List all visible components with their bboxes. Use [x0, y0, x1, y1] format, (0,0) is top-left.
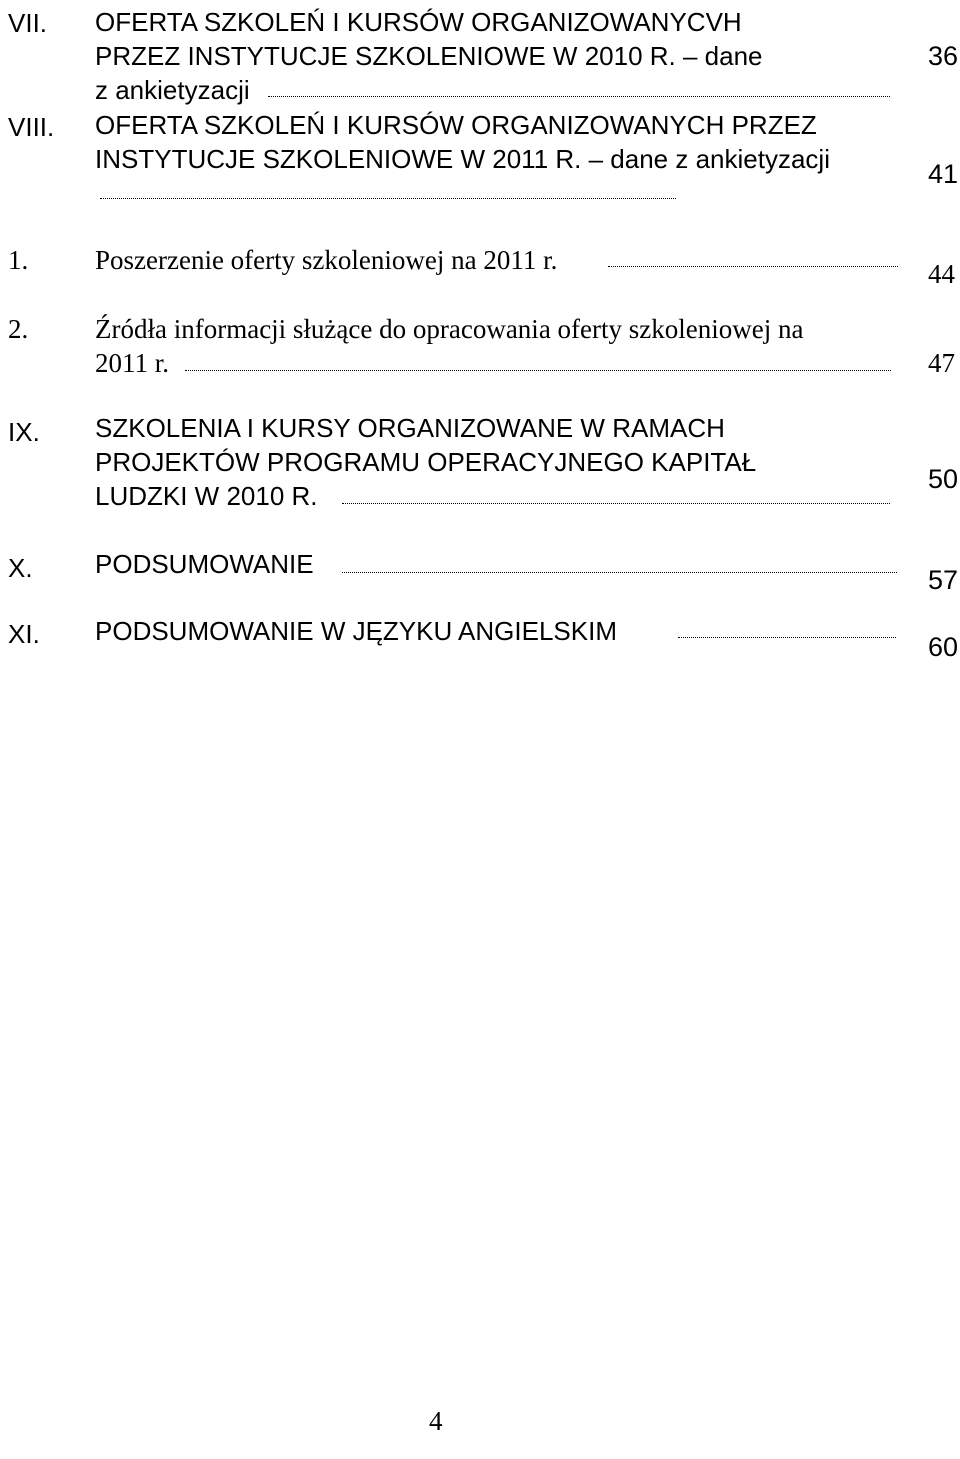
- toc-entry-vii-line1[interactable]: OFERTA SZKOLEŃ I KURSÓW ORGANIZOWANYCVH: [95, 7, 742, 37]
- toc-numeral-x: X.: [8, 553, 33, 583]
- toc-entry-2-line2[interactable]: 2011 r.: [95, 348, 169, 378]
- toc-numeral-ix: IX.: [8, 417, 40, 447]
- toc-numeral-2: 2.: [8, 314, 29, 344]
- toc-entry-xi[interactable]: PODSUMOWANIE W JĘZYKU ANGIELSKIM: [95, 616, 617, 646]
- toc-entry-ix-line2[interactable]: PROJEKTÓW PROGRAMU OPERACYJNEGO KAPITAŁ: [95, 447, 757, 477]
- toc-leader-1: [608, 266, 898, 267]
- toc-page-xi[interactable]: 60: [928, 632, 959, 662]
- toc-page-ix[interactable]: 50: [928, 464, 959, 494]
- toc-entry-2-line1[interactable]: Źródła informacji służące do opracowania oferty szkoleniowej na: [95, 314, 804, 344]
- toc-page-viii[interactable]: 41: [928, 159, 959, 189]
- toc-numeral-1: 1.: [8, 245, 29, 275]
- toc-leader-xi: [678, 637, 896, 638]
- toc-page-vii[interactable]: 36: [928, 41, 959, 71]
- toc-entry-1[interactable]: Poszerzenie oferty szkoleniowej na 2011 r.: [95, 245, 558, 275]
- toc-leader-ix: [342, 503, 890, 504]
- toc-entry-vii-line2[interactable]: PRZEZ INSTYTUCJE SZKOLENIOWE W 2010 R. – dane: [95, 41, 763, 71]
- toc-page-2[interactable]: 47: [928, 348, 955, 378]
- toc-numeral-vii: VII.: [8, 8, 48, 38]
- toc-numeral-viii: VIII.: [8, 112, 55, 142]
- toc-leader-vii: [268, 96, 890, 97]
- toc-numeral-xi: XI.: [8, 619, 40, 649]
- toc-page-1[interactable]: 44: [928, 259, 955, 289]
- page-number: 4: [429, 1406, 443, 1436]
- toc-entry-viii-line1[interactable]: OFERTA SZKOLEŃ I KURSÓW ORGANIZOWANYCH PRZEZ: [95, 110, 817, 140]
- toc-entry-ix-line1[interactable]: SZKOLENIA I KURSY ORGANIZOWANE W RAMACH: [95, 413, 725, 443]
- toc-entry-x[interactable]: PODSUMOWANIE: [95, 549, 314, 579]
- toc-leader-2: [185, 370, 891, 371]
- toc-entry-ix-line3[interactable]: LUDZKI W 2010 R.: [95, 481, 318, 511]
- toc-leader-x: [342, 572, 897, 573]
- toc-entry-viii-line2[interactable]: INSTYTUCJE SZKOLENIOWE W 2011 R. – dane z ankietyzacji: [95, 144, 830, 174]
- toc-entry-vii-line3[interactable]: z ankietyzacji: [95, 75, 250, 105]
- toc-leader-viii: [100, 198, 676, 199]
- toc-page-x[interactable]: 57: [928, 565, 959, 595]
